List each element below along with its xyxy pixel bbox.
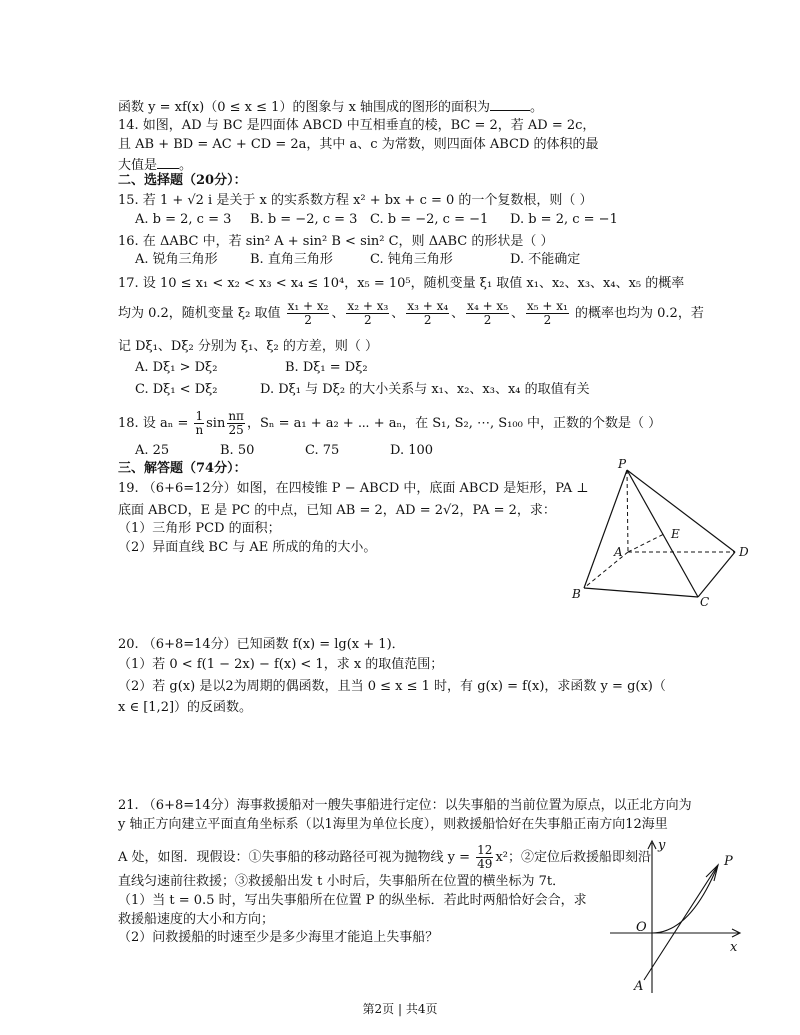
q17-option-c: C. Dξ₁ < Dξ₂	[135, 382, 218, 397]
q16-option-a: A. 锐角三角形	[135, 252, 218, 267]
fraction: $\frac{\text{x₂ + x₃}}{2}$	[347, 299, 389, 327]
label-e: E	[671, 527, 680, 541]
label-d: D	[739, 545, 749, 559]
q20-line-1: 20. （6+8=14分）已知函数 f(x) = lg(x + 1)．	[118, 637, 405, 652]
fraction: $\frac{\text{x₅ + x₁}}{2}$	[527, 299, 568, 327]
label-p: P	[618, 457, 627, 471]
answer-blank	[157, 156, 179, 169]
label-p: P	[724, 854, 733, 869]
q18-option-b: B. 50	[220, 443, 255, 458]
q17-line-2: 均为 0.2，随机变量 ξ₂ 取值 $\frac{\text{x₁ + x₂}}{2}$ 、 $\frac{\text{x₂ + x₃}}{2}$ 、 $\frac{\text{x₃ + x₄}}{2}$ 、 $\frac{\text{x₄ + x₅}}{2}$ 、 $\frac{\text{x₅ + x₁}}{2}$ 的概率也均为 0.2，若	[118, 299, 704, 327]
q18-option-c: C. 75	[305, 443, 340, 458]
edge-pc	[627, 470, 698, 597]
q15-stem: 15. 若 1 + √2 i 是关于 x 的实系数方程 x² + bx + c = 0 的一个复数根，则（ ）	[118, 193, 593, 208]
q18-option-a: A. 25	[135, 443, 170, 458]
fraction: $\frac{12}{49}$	[477, 843, 493, 871]
q16-stem: 16. 在 ΔABC 中，若 sin² A + sin² B < sin² C，则 ΔABC 的形状是（ ）	[118, 234, 554, 249]
label-y: y	[658, 838, 666, 853]
q17-options-row1	[135, 360, 368, 376]
fraction: $\frac{n\pi}{25}$	[228, 409, 244, 437]
q21-line-5: （1）当 t = 0.5 时，写出失事船所在位置 P 的纵坐标．若此时两船恰好会合，求	[118, 893, 587, 908]
q20-line-4: x ∈ [1,2]）的反函数。	[118, 700, 253, 715]
page-footer: 第2页 | 共4页	[362, 1002, 438, 1016]
q16-option-c: C. 钝角三角形	[370, 252, 453, 267]
label-c: C	[700, 595, 710, 606]
q16-option-d: D. 不能确定	[510, 252, 581, 267]
edge-pd	[627, 470, 735, 552]
label-x: x	[730, 940, 738, 955]
q18-stem: 18. 设 aₙ = $\frac{1}{n}$ sin $\frac{n\pi}{25}$ ，Sₙ = a₁ + a₂ + ⋯ + aₙ，在 S₁, S₂, ⋯, S₁₀₀ 中，正数的个数是（ ）	[118, 409, 662, 437]
q19-line-3: （1）三角形 PCD 的面积；	[118, 521, 281, 536]
section-2-heading: 二、选择题（20分）：	[118, 173, 247, 188]
q20-line-2: （1）若 0 < f(1 − 2x) − f(x) < 1，求 x 的取值范围；	[118, 657, 444, 672]
q19-line-1: 19. （6+6=12分）如图，在四棱锥 P − ABCD 中，底面 ABCD 是矩形，PA ⊥	[118, 481, 589, 496]
fraction: $\frac{\text{x₄ + x₅}}{2}$	[467, 299, 509, 327]
q21-line-1: 21. （6+8=14分）海事救援船对一艘失事船进行定位：以失事船的当前位置为原点，以正北方向为	[118, 798, 692, 813]
q14-line-3: 大值是 。	[118, 158, 193, 173]
q14-line-2: 且 AB + BD = AC + CD = 2a，其中 a、c 为常数，则四面体 ABCD 的体积的最	[118, 137, 599, 152]
q21-line-3: A 处，如图．现假设：①失事船的移动路径可视为抛物线 y = $\frac{12}{49}$ x²；②定位后救援船即刻沿	[118, 843, 651, 871]
edge-cd	[698, 552, 735, 597]
q16-options	[135, 252, 580, 268]
fraction: $\frac{\text{x₁ + x₂}}{2}$	[287, 299, 329, 327]
q17-line-3: 记 Dξ₁、Dξ₂ 分别为 ξ₁、ξ₂ 的方差，则（ ）	[118, 339, 378, 354]
q15-option-c: C. b = −2, c = −1	[370, 212, 489, 227]
pyramid-figure	[568, 456, 768, 606]
label-b: B	[572, 587, 581, 601]
q16-option-b: B. 直角三角形	[250, 252, 333, 267]
q21-line-2: y 轴正方向建立平面直角坐标系（以1海里为单位长度），则救援船恰好在失事船正南方向12海里	[118, 817, 668, 832]
q18-options	[135, 443, 433, 459]
q21-line-7: （2）问救援船的时速至少是多少海里才能追上失事船？	[118, 930, 439, 945]
edge-bc	[584, 588, 698, 597]
q13-line: 函数 y = xf(x)（0 ≤ x ≤ 1）的图象与 x 轴围成的图形的面积为 。	[118, 100, 544, 115]
q17-options-row2	[135, 382, 590, 398]
rescue-figure	[600, 835, 760, 995]
q20-line-3: （2）若 g(x) 是以2为周期的偶函数，且当 0 ≤ x ≤ 1 时，有 g(x) = f(x)，求函数 y = g(x)（	[118, 679, 666, 694]
q19-line-4: （2）异面直线 BC 与 AE 所成的角的大小。	[118, 540, 377, 555]
q17-line-1: 17. 设 10 ≤ x₁ < x₂ < x₃ < x₄ ≤ 10⁴，x₅ = 10⁵，随机变量 ξ₁ 取值 x₁、x₂、x₃、x₄、x₅ 的概率	[118, 276, 685, 291]
q21-line-4: 直线匀速前往救援；③救援船出发 t 小时后，失事船所在位置的横坐标为 7t．	[118, 874, 566, 889]
section-3-heading: 三、解答题（74分）：	[118, 461, 247, 476]
q15-option-d: D. b = 2, c = −1	[510, 212, 618, 227]
q15-options	[135, 212, 618, 228]
q18-option-d: D. 100	[390, 443, 434, 458]
label-o: O	[636, 920, 647, 935]
answer-blank	[490, 98, 530, 111]
q21-line-6: 救援船速度的大小和方向；	[118, 912, 275, 927]
q15-option-a: A. b = 2, c = 3	[135, 212, 232, 227]
q14-line-1: 14. 如图，AD 与 BC 是四面体 ABCD 中互相垂直的棱，BC = 2，若 AD = 2c，	[118, 118, 596, 133]
q19-line-2: 底面 ABCD，E 是 PC 的中点，已知 AB = 2，AD = 2√2，PA = 2，求：	[118, 503, 556, 518]
fraction: $\frac{\text{x₃ + x₄}}{2}$	[407, 299, 449, 327]
q17-option-b: B. Dξ₁ = Dξ₂	[285, 360, 368, 375]
q15-option-b: B. b = −2, c = 3	[250, 212, 358, 227]
q17-option-d: D. Dξ₁ 与 Dξ₂ 的大小关系与 x₁、x₂、x₃、x₄ 的取值有关	[260, 382, 590, 397]
label-a: A	[634, 979, 644, 994]
q17-option-a: A. Dξ₁ > Dξ₂	[135, 360, 218, 375]
label-a: A	[614, 545, 623, 559]
fraction: $\frac{1}{n}$	[195, 409, 204, 437]
edge-pa	[627, 470, 628, 552]
segment-ae	[628, 534, 664, 552]
rescue-line	[644, 865, 718, 980]
